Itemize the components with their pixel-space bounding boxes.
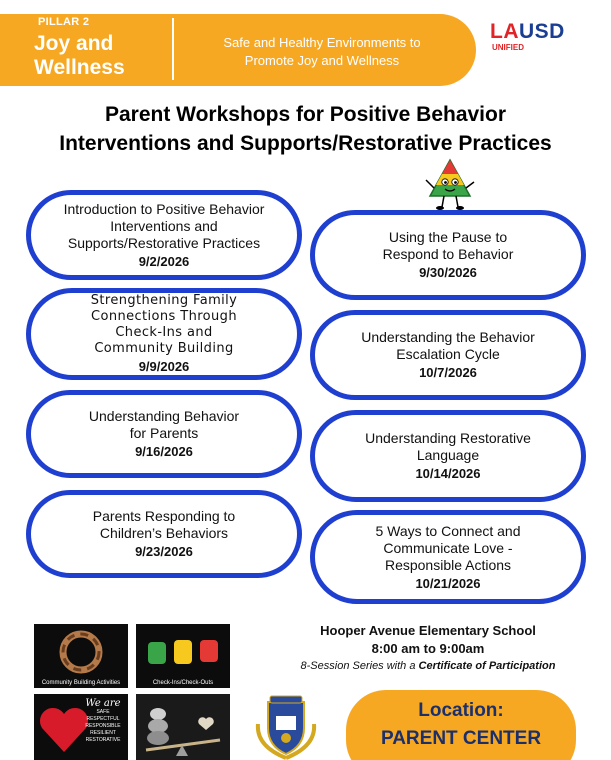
- workshop-date: 9/30/2026: [419, 265, 477, 280]
- pillar-name: [34, 32, 125, 80]
- logo-la: LA: [490, 20, 519, 43]
- banner-subtitle: [180, 34, 464, 70]
- location-label: Location:: [418, 700, 504, 721]
- workshop-title: Strengthening Family Connections Through Check-Ins and Community Building: [90, 293, 238, 356]
- location-badge: [346, 690, 576, 760]
- workshop-date: 9/9/2026: [138, 359, 190, 374]
- workshop-card-2: [26, 288, 302, 380]
- workshop-title: Using the Pause to Respond to Behavior: [382, 229, 514, 262]
- workshop-card-3: [26, 390, 302, 478]
- community-building-image: [34, 624, 128, 688]
- workshop-card-4: [26, 490, 302, 578]
- we-are-word: RESILIENT: [90, 730, 116, 736]
- we-are-word: RESTORATIVE: [85, 737, 121, 743]
- we-are-word: SAFE: [96, 709, 110, 715]
- workshop-title: Understanding the Behavior Escalation Cycle: [361, 329, 535, 362]
- logo-unified: UNIFIED: [492, 43, 524, 52]
- session-time: 8:00 am to 9:00am: [371, 641, 485, 656]
- we-are-title: We are: [85, 698, 121, 709]
- series-prefix: 8-Session Series with a: [300, 660, 419, 672]
- workshop-card-6: [310, 310, 586, 400]
- banner-divider: [172, 18, 174, 80]
- banner-subtitle-line2: Promote Joy and Wellness: [244, 53, 400, 68]
- pillar-label: PILLAR 2: [38, 16, 90, 28]
- location-place: PARENT CENTER: [380, 728, 542, 749]
- checkins-image: [136, 624, 230, 688]
- workshop-card-8: [310, 510, 586, 604]
- workshop-card-1: [26, 190, 302, 280]
- pillar-name-line1: Joy and: [34, 32, 114, 55]
- lausd-logo: [490, 20, 586, 60]
- workshop-title: Introduction to Positive Behavior Interventions and Supports/Restorative Practices: [63, 200, 265, 251]
- workshop-date: 9/2/2026: [138, 253, 190, 269]
- workshop-date: 10/21/2026: [415, 575, 481, 591]
- workshop-card-5: [310, 210, 586, 300]
- workshop-title: Parents Responding to Children’s Behaviors: [92, 508, 236, 541]
- we-are-image: [34, 694, 128, 760]
- workshop-date: 10/14/2026: [415, 466, 481, 481]
- logo-usd: USD: [519, 20, 565, 43]
- series-note: [268, 658, 588, 674]
- school-name: Hooper Avenue Elementary School: [320, 623, 536, 638]
- we-are-word: RESPECTFUL: [86, 716, 120, 722]
- thumbs-icon: [136, 624, 230, 680]
- workshop-date: 9/16/2026: [135, 444, 193, 459]
- workshop-date: 10/7/2026: [419, 365, 477, 380]
- balance-stones-icon: [136, 694, 230, 760]
- banner-subtitle-line1: Safe and Healthy Environments to: [223, 35, 421, 50]
- workshop-date: 9/23/2026: [135, 544, 193, 559]
- community-caption: Community Building Activities: [41, 680, 121, 686]
- school-info: [268, 622, 588, 674]
- balance-image: [136, 694, 230, 760]
- workshop-card-7: [310, 410, 586, 502]
- page-title-line1: Parent Workshops for Positive Behavior: [104, 103, 507, 126]
- pillar-name-line2: Wellness: [34, 56, 125, 79]
- we-are-word: RESPONSIBLE: [85, 723, 121, 729]
- triangle-mascot-icon: [422, 156, 478, 212]
- workshop-title: 5 Ways to Connect and Communicate Love - Responsible Actions: [375, 522, 521, 573]
- workshop-title: Understanding Restorative Language: [365, 430, 531, 463]
- page-title-line2: Interventions and Supports/Restorative Practices: [59, 132, 552, 155]
- school-crest-icon: [250, 694, 322, 760]
- workshop-title: Understanding Behavior for Parents: [88, 408, 240, 441]
- checkins-caption: Check-Ins/Check-Outs: [152, 680, 214, 686]
- page-title: [0, 100, 611, 158]
- hands-circle-icon: [34, 624, 128, 680]
- we-are-text: [78, 698, 128, 744]
- series-certificate: Certificate of Participation: [418, 660, 556, 672]
